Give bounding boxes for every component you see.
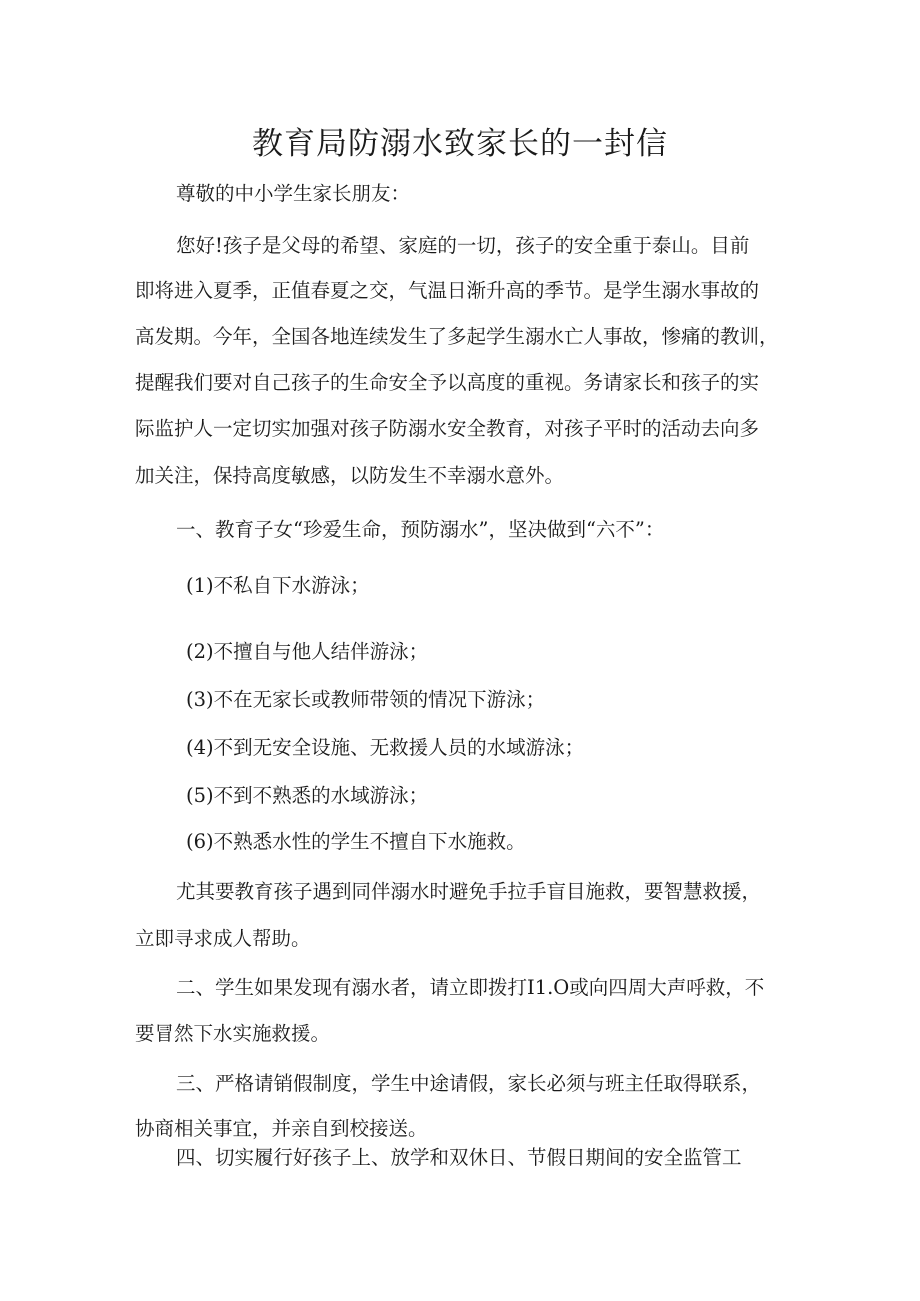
section-heading: 三、严格请销假制度，学生中途请假，家长必须与班主任取得联系， xyxy=(176,1072,762,1095)
section-heading: 二、学生如果发现有溺水者，请立即拨打I1.O或向四周大声呼救，不 xyxy=(176,976,765,999)
list-item: (4)不到无安全设施、无救援人员的水域游泳； xyxy=(186,736,585,759)
list-item: (6)不熟悉水性的学生不擅自下水施救。 xyxy=(186,830,526,853)
paragraph-line: 即将进入夏季，正值春夏之交，气温日渐升高的季节。是学生溺水事故的 xyxy=(135,279,760,302)
paragraph-line: 提醒我们要对自己孩子的生命安全予以高度的重视。务请家长和孩子的实 xyxy=(135,371,760,394)
list-item: (1)不私自下水游泳； xyxy=(186,574,370,597)
section-heading: 一、教育子女“珍爱生命，预防溺水”，坚决做到“六不”： xyxy=(176,518,665,541)
salutation: 尊敬的中小学生家长朋友： xyxy=(176,182,411,205)
paragraph-line: 要冒然下水实施救援。 xyxy=(135,1022,331,1045)
paragraph-line: 加关注，保持高度敏感，以防发生不幸溺水意外。 xyxy=(135,464,565,487)
section-heading: 四、切实履行好孩子上、放学和双休日、节假日期间的安全监管工 xyxy=(176,1146,742,1169)
paragraph-line: 尤其要教育孩子遇到同伴溺水时避免手拉手盲目施救，要智慧救援， xyxy=(176,880,762,903)
paragraph-line: 您好!孩子是父母的希望、家庭的一切，孩子的安全重于泰山。目前 xyxy=(176,234,750,257)
paragraph-line: 协商相关事宜，并亲自到校接送。 xyxy=(135,1117,428,1140)
list-item: (2)不擅自与他人结伴游泳； xyxy=(186,640,429,663)
paragraph-line: 立即寻求成人帮助。 xyxy=(135,927,311,950)
paragraph-line: 际监护人一定切实加强对孩子防溺水安全教育，对孩子平时的活动去向多 xyxy=(135,417,760,440)
list-item: (3)不在无家长或教师带领的情况下游泳； xyxy=(186,688,546,711)
letter-title: 教育局防溺水致家长的一封信 xyxy=(252,126,668,162)
paragraph-line: 高发期。今年，全国各地连续发生了多起学生溺水亡人事故，惨痛的教训， xyxy=(135,325,779,348)
list-item: (5)不到不熟悉的水域游泳； xyxy=(186,784,429,807)
